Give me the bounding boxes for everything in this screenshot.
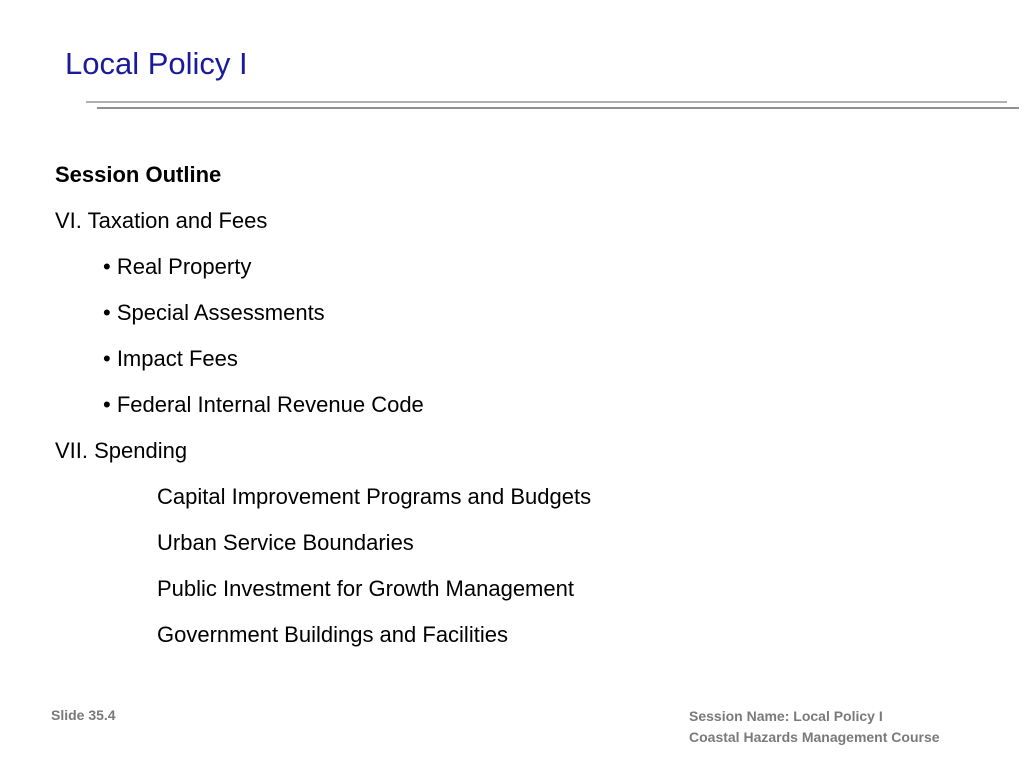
footer-session-info — [689, 706, 940, 748]
outline-item-urban-service: Urban Service Boundaries — [157, 530, 414, 555]
section-heading-vi: VI. Taxation and Fees — [55, 208, 268, 233]
title-divider-bottom — [97, 107, 1019, 109]
slide-title: Local Policy I — [65, 46, 248, 81]
outline-item-impact-fees: • Impact Fees — [103, 346, 238, 371]
outline-heading: Session Outline — [55, 162, 222, 187]
title-divider-top — [86, 101, 1007, 103]
course-name: Coastal Hazards Management Course — [689, 729, 940, 745]
outline-item-real-property: • Real Property — [103, 254, 252, 279]
session-outline — [55, 160, 591, 666]
slide-number: Slide 35.4 — [51, 707, 116, 723]
session-name: Session Name: Local Policy I — [689, 708, 883, 724]
outline-item-public-investment: Public Investment for Growth Management — [157, 576, 574, 601]
outline-item-special-assessments: • Special Assessments — [103, 300, 325, 325]
outline-item-government-buildings: Government Buildings and Facilities — [157, 622, 508, 647]
outline-item-federal-irc: • Federal Internal Revenue Code — [103, 392, 424, 417]
section-heading-vii: VII. Spending — [55, 438, 188, 463]
outline-item-capital-improvement: Capital Improvement Programs and Budgets — [157, 484, 592, 509]
